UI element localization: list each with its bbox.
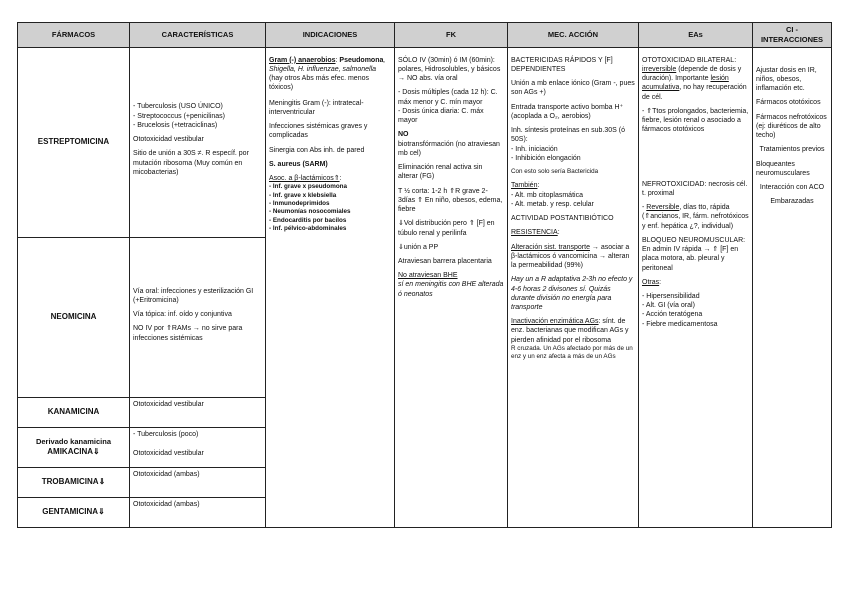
mec-r-cruzada: R cruzada. Un AGs afectado por más de un enz y un enz afecta a más de un AGs xyxy=(511,344,633,361)
eas-otras-item: - Acción teratógena xyxy=(642,311,703,319)
indic-gram: Gram (-) anaerobios: Pseudomona, Shigella, H. influenzae, salmonella (hay otros Abs más efec. menos tóxicos) xyxy=(269,56,386,92)
header-fk: FK xyxy=(395,23,508,48)
ci-ajustar: Ajustar dosis en IR, niños, obesos, inflamación etc. xyxy=(756,66,817,93)
indic-asoc: Asoc. a β-lactámicos⇑: xyxy=(269,175,342,183)
indic-sarm: S. aureus (SARM) xyxy=(269,160,328,168)
drug-neomicina: NEOMICINA xyxy=(18,237,130,397)
fk-vol-distribucion: ⇓Vol distribución pero ⇑ [F] en túbulo renal y perilinfa xyxy=(398,220,495,237)
neo-oral: Vía oral: infecciones y esterilización GI (+Eritromicina) xyxy=(133,287,254,304)
eas-otras-title: Otras xyxy=(642,278,660,286)
drug-gentamicina: GENTAMICINA⇓ xyxy=(18,497,130,527)
indic-asoc-list xyxy=(269,183,391,233)
pharmacology-table-sheet xyxy=(17,22,831,528)
header-row xyxy=(18,23,832,48)
estrepto-uses-list xyxy=(133,102,262,130)
neo-topica: Vía tópica: inf. oído y conjuntiva xyxy=(133,311,232,319)
eas-bloqueo-rest: : En admin IV rápida → ⇑ [F] en placa motora, ab. pleural y peritoneal xyxy=(642,236,746,272)
estrepto-use: - Tuberculosis (USO ÚNICO) xyxy=(133,103,223,111)
mec-inh-item: - Inhibición elongación xyxy=(511,154,581,162)
fk-dosis-multiples: - Dosis múltiples (cada 12 h): C. máx menor y C. mín mayor xyxy=(398,89,498,106)
eas-depende: (depende de dosis y duración). Importante xyxy=(642,66,742,83)
eas-no-recup: , no hay recuperación de cél. xyxy=(642,84,747,101)
mec-alt-transporte-rest: → asociar a β-lactámicos ó vancomicina → alteran la permeabilidad (99%) xyxy=(511,243,630,270)
ci-farmacos-nefro: Fármacos nefrotóxicos (ej: diuréticos de alto techo) xyxy=(756,113,827,140)
indic-pseudomona: Pseudomona xyxy=(339,56,384,64)
ci-bloqueantes: Bloqueantes neuromusculares xyxy=(756,160,810,177)
indic-shigella: , Shigella, xyxy=(269,56,386,74)
ci-embarazadas: Embarazadas xyxy=(770,198,814,206)
amikacina-tb: - Tuberculosis (poco) xyxy=(133,430,199,438)
mec-tambien-item: - Alt. mb citoplasmática xyxy=(511,191,583,199)
indic-sistemicas: Infecciones sistémicas graves y complicadas xyxy=(269,123,368,140)
eas-nefro-title: NEFROTOXICIDAD xyxy=(642,180,705,188)
indic-asoc-item: - Neumonías nosocomiales xyxy=(269,208,351,216)
drug-amikacina xyxy=(18,427,130,467)
caracteristicas-estreptomicina xyxy=(130,47,266,237)
ci-tratamientos: Tratamientos previos xyxy=(759,146,825,154)
mec-bactericida-note: Con esto solo sería Bactericida xyxy=(511,168,599,176)
fk-cell xyxy=(395,47,508,527)
fk-no-bhe-rest: sí en meningitis con BHE alterada ó neonatos xyxy=(398,281,504,298)
eas-irreversible: irreversible xyxy=(642,66,677,74)
eas-nefro-detail: , días tto, rápida (⇑ancianos, IR, fárm. nefrotóxicos y enf. hepática ¿?, individual) xyxy=(642,204,749,230)
drug-estreptomicina: ESTREPTOMICINA xyxy=(18,47,130,237)
mec-alt-transporte xyxy=(511,243,635,271)
mec-alt-transporte-title: Alteración sist. transporte xyxy=(511,243,590,251)
mec-bactericidas: BACTERICIDAS RÁPIDOS Y [F] DEPENDIENTES xyxy=(511,56,613,74)
eas-lesion-acum: lesión acumulativa xyxy=(642,75,729,92)
estrepto-use: - Streptococcus (+penicilinas) xyxy=(133,112,226,120)
fk-solo-iv: SÓLO IV (30min) ó IM (60min): polares, Hidrosolubles, y básicos → NO abs. vía oral xyxy=(398,56,501,83)
fk-no: NO xyxy=(398,131,409,139)
eas-nefro-rest: : necrosis cél. t. proximal xyxy=(642,180,748,197)
fk-eliminacion: Eliminación renal activa sin alterar (FG) xyxy=(398,164,483,181)
eas-otras-item: - Alt. GI (vía oral) xyxy=(642,302,695,310)
indic-hinfluenzae: H. influenzae, salmonella xyxy=(297,66,377,74)
caracteristicas-trobamicina: Ototoxicidad (ambas) xyxy=(130,467,266,497)
eas-otras-item: - Hipersensibilidad xyxy=(642,293,700,300)
indic-asoc-title: Asoc. a β-lactámicos⇑ xyxy=(269,175,340,183)
eas-otras-item: - Fiebre medicamentosa xyxy=(642,320,718,328)
drug-amikacina-derivado: Derivado kanamicina xyxy=(35,437,112,447)
drug-amikacina-name: AMIKACINA⇓ xyxy=(47,446,100,456)
fk-dosis-unica: - Dosis única diaria: C. máx mayor xyxy=(398,107,484,125)
caracteristicas-gentamicina: Ototoxicidad (ambas) xyxy=(130,497,266,527)
estrepto-ototox: Ototoxicidad vestibular xyxy=(133,136,204,144)
amikacina-oto: Ototoxicidad vestibular xyxy=(133,450,204,458)
indic-hay-otros: (hay otros Abs más efec. menos tóxicos) xyxy=(269,75,369,92)
header-eas: EAs xyxy=(639,23,753,48)
mec-inh-item: - Inh. iniciación xyxy=(511,145,558,153)
indic-asoc-item: - Inmunodeprimidos xyxy=(269,199,330,207)
estrepto-use: - Brucelosis (+tetraciclinas) xyxy=(133,121,218,129)
eas-otras: Otras: xyxy=(642,278,662,286)
drug-trobamicina: TROBAMICINA⇓ xyxy=(18,467,130,497)
ci-cell xyxy=(753,47,832,527)
caracteristicas-neomicina xyxy=(130,237,266,397)
indic-asoc-item: - Inf. pélvico-abdominales xyxy=(269,224,347,232)
fk-biotrans: biotransfórmación (no atraviesan mb cel) xyxy=(398,140,500,157)
mec-actividad: ACTIVIDAD POSTANTIBIÓTICO xyxy=(511,215,614,223)
fk-t12: T ½ corta: 1-2 h ⇑R grave 2-3días ⇑ En niño, obesos, edema, fiebre xyxy=(398,187,503,214)
caracteristicas-kanamicina: Ototoxicidad vestibular xyxy=(130,397,266,427)
mec-resistencia: RESISTENCIA xyxy=(511,229,558,237)
header-ci-interacciones: CI - INTERACCIONES xyxy=(753,23,832,48)
eas-ttos: - ⇑Ttos prolongados, bacteriemia, fiebre, lesión renal o asociado a fármacos ototóxicos xyxy=(642,107,749,134)
eas-reversible-title: Reversible xyxy=(646,204,680,212)
eas-nefro xyxy=(642,180,749,198)
mec-tambien-item: - Alt. metab. y resp. celular xyxy=(511,200,594,208)
fk-no-bhe-title: No atraviesan BHE xyxy=(398,272,458,280)
mec-accion-cell xyxy=(508,47,639,527)
estrepto-sitio-union: Sitio de unión a 30S ≠. R específ. por mutación ribosoma (Muy común en micobacterias) xyxy=(133,150,249,176)
aminoglucosidos-table xyxy=(17,22,832,528)
indic-meningitis: Meningitis Gram (-): intratecal-interventricular xyxy=(269,99,364,116)
mec-entrada: Entrada transporte activo bomba H⁺ (acoplada a O₂, aerobios) xyxy=(511,103,624,120)
header-caracteristicas: CARACTERÍSTICAS xyxy=(130,23,266,48)
indicaciones-cell xyxy=(266,47,395,527)
indic-sinergia: Sinergia con Abs inh. de pared xyxy=(269,146,365,154)
fk-union-pp: ⇓unión a PP xyxy=(398,243,439,251)
row-estreptomicina xyxy=(18,47,832,237)
caracteristicas-amikacina xyxy=(130,427,266,467)
eas-oto-title: OTOTOXICIDAD BILATERAL xyxy=(642,56,735,64)
header-farmacos: FÁRMACOS xyxy=(18,23,130,48)
ci-farmacos-oto: Fármacos ototóxicos xyxy=(756,99,821,107)
neo-no-iv: NO IV por ⇑RAMs → no sirve para infecciones sistémicas xyxy=(133,325,243,342)
header-indicaciones: INDICACIONES xyxy=(266,23,395,48)
drug-kanamicina: KANAMICINA xyxy=(18,397,130,427)
mec-resistencia-row: RESISTENCIA: xyxy=(511,229,560,237)
indic-asoc-item: - Endocarditis por bacilos xyxy=(269,216,347,224)
ci-interaccion: Interacción con ACO xyxy=(759,184,825,192)
indic-gram-title: Gram (-) anaerobios xyxy=(269,56,336,64)
eas-reversible: - Reversible, días tto, rápida (⇑ancianos, IR, fárm. nefrotóxicos y enf. hepática ¿?, individual) xyxy=(642,204,749,230)
indic-asoc-item: - Inf. grave x klebsiella xyxy=(269,191,337,199)
eas-bloqueo xyxy=(642,236,749,273)
header-mec-accion: MEC. ACCIÓN xyxy=(508,23,639,48)
eas-cell xyxy=(639,47,753,527)
eas-bloqueo-title: BLOQUEO NEUROMUSCULAR xyxy=(642,236,744,244)
fk-placenta: Atraviesan barrera placentaria xyxy=(398,258,492,265)
indic-asoc-item: - Inf. grave x pseudomona xyxy=(269,183,348,191)
eas-ototox: OTOTOXICIDAD BILATERAL: irreversible (depende de dosis y duración). Importante lesión acumulativa, no hay recuperación de cél. xyxy=(642,56,747,101)
mec-inh-sintesis: Inh. síntesis proteínas en sub.30S (ó 50S): xyxy=(511,127,626,144)
mec-tambien-title: También xyxy=(511,182,538,190)
mec-union-mb: Unión a mb enlace iónico (Gram -, pues son AGs +) xyxy=(511,80,635,97)
mec-inactivacion xyxy=(511,317,635,345)
mec-tambien: También: xyxy=(511,182,540,190)
mec-inactivacion-rest: : sínt. de enz. bacterianas que modifican AGs y pierden afinidad por el ribosoma xyxy=(511,318,629,344)
mec-inactivacion-title: Inactivación enzimática AGs xyxy=(511,318,599,326)
mec-hay-ur: Hay un a R adaptativa 2-3h no efecto y 4-6 horas 2 divisones sí. Quizás durante división no energía para transporte xyxy=(511,276,633,311)
